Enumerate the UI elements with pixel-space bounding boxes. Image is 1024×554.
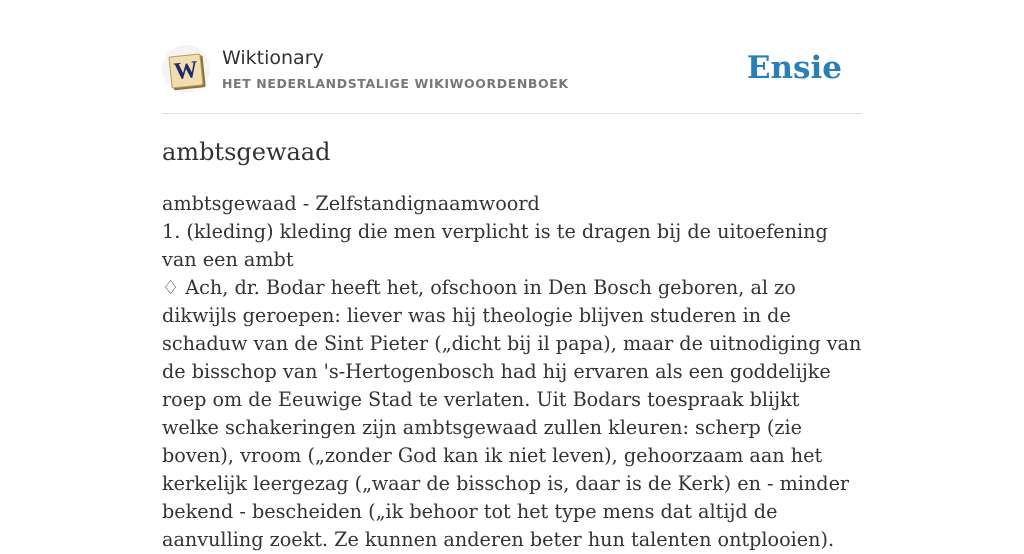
word-class-line: ambtsgewaad - Zelfstandignaamwoord <box>162 192 540 215</box>
wiktionary-logo[interactable] <box>162 45 210 93</box>
site-tagline: HET NEDERLANDSTALIGE WIKIWOORDENBOEK <box>222 76 569 91</box>
entry-body <box>162 190 862 554</box>
site-header <box>162 45 862 113</box>
ensie-logo[interactable]: Ensie <box>746 50 842 86</box>
wiktionary-tile-icon: W <box>168 53 203 88</box>
header-divider <box>162 113 862 114</box>
site-name[interactable]: Wiktionary <box>222 47 324 69</box>
example-quote: ♢ Ach, dr. Bodar heeft het, ofschoon in Den Bosch geboren, al zo dikwijls geroepen: liever was hij theologie blijven studeren in de schaduw van de Sint Pieter („dicht bij il papa), maar de uitnodiging van de bisschop van 's-Hertogenbosch had hij ervaren als een goddelijke roep om de Eeuwige Stad te verlaten. Uit Bodars toespraak blijkt welke schakeringen zijn ambtsgewaad zullen kleuren: scherp (zie boven), vroom („zonder God kan ik niet leven), gehoorzaam aan het kerkelijk leergezag („waar de bisschop is, daar is de Kerk) en - minder bekend - bescheiden („ik behoor tot het type mens dat altijd de aanvulling zoekt. Ze kunnen anderen beter hun talenten ontplooien). <box>162 276 862 551</box>
definition: 1. (kleding) kleding die men verplicht is te dragen bij de uitoefening van een ambt <box>162 220 828 271</box>
entry-title: ambtsgewaad <box>162 138 331 166</box>
